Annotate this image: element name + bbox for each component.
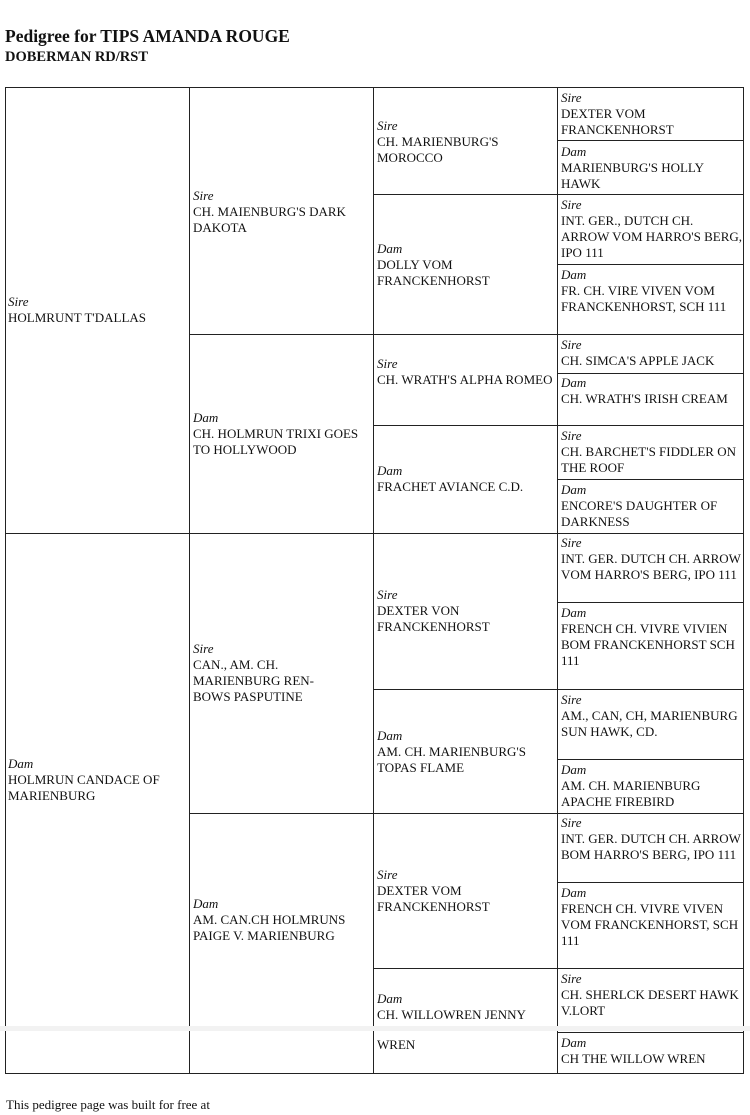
gen4-5: Sire CH. SIMCA'S APPLE JACK	[561, 337, 715, 368]
gen1-sire: Sire HOLMRUNT T'DALLAS	[8, 294, 147, 325]
footer-text: This pedigree page was built for free at	[6, 1097, 210, 1112]
gen3-4: Dam FRACHET AVIANCE C.D.	[377, 463, 524, 494]
gen4-8: Dam ENCORE'S DAUGHTER OF DARKNESS	[561, 482, 718, 529]
gen4-3: Sire INT. GER., DUTCH CH. ARROW VOM HARRO'S BERG, IPO 111	[561, 197, 742, 260]
gen4-11: Sire AM., CAN, CH, MARIENBURG SUN HAWK, CD.	[561, 692, 738, 739]
gen3-6: Dam AM. CH. MARIENBURG'S TOPAS FLAME	[377, 728, 526, 775]
gen4-16: Dam CH THE WILLOW WREN	[561, 1035, 706, 1066]
gen4-7: Sire CH. BARCHET'S FIDDLER ON THE ROOF	[561, 428, 736, 475]
gen4-10: Dam FRENCH CH. VIVRE VIVIEN BOM FRANCKENHORST SCH 111	[561, 605, 735, 668]
gen4-13: Sire INT. GER. DUTCH CH. ARROW BOM HARRO'S BERG, IPO 111	[561, 815, 741, 862]
gen3-1: Sire CH. MARIENBURG'S MOROCCO	[377, 118, 499, 165]
gen4-14: Dam FRENCH CH. VIVRE VIVEN VOM FRANCKENHORST, SCH 111	[561, 885, 739, 948]
gen4-9: Sire INT. GER. DUTCH CH. ARROW VOM HARRO'S BERG, IPO 111	[561, 535, 741, 582]
gen2-sire-maternal: Sire CAN., AM. CH. MARIENBURG REN-BOWS PASPUTINE	[193, 641, 314, 704]
gen2-sire-paternal: Sire CH. MAIENBURG'S DARK DAKOTA	[193, 188, 346, 235]
page-title: Pedigree for TIPS AMANDA ROUGE	[5, 26, 290, 46]
gen3-8-continued: WREN	[377, 1037, 416, 1052]
gen4-2: Dam MARIENBURG'S HOLLY HAWK	[561, 144, 704, 191]
gen1-dam: Dam HOLMRUN CANDACE OF MARIENBURG	[8, 756, 160, 803]
gen3-5: Sire DEXTER VON FRANCKENHORST	[377, 587, 490, 634]
gen4-1: Sire DEXTER VOM FRANCKENHORST	[561, 90, 674, 137]
gen3-7: Sire DEXTER VOM FRANCKENHORST	[377, 867, 490, 914]
gen3-3: Sire CH. WRATH'S ALPHA ROMEO	[377, 356, 553, 387]
breed-subtitle: DOBERMAN RD/RST	[5, 49, 148, 65]
gen3-8: Dam CH. WILLOWREN JENNY	[377, 991, 526, 1022]
gen2-dam-paternal: Dam CH. HOLMRUN TRIXI GOES TO HOLLYWOOD	[193, 410, 359, 457]
gen4-6: Dam CH. WRATH'S IRISH CREAM	[561, 375, 728, 406]
gen2-dam-maternal: Dam AM. CAN.CH HOLMRUNS PAIGE V. MARIENBURG	[193, 896, 346, 943]
gen4-15: Sire CH. SHERLCK DESERT HAWK V.LORT	[561, 971, 739, 1018]
footer-note	[6, 1097, 210, 1113]
gen3-2: Dam DOLLY VOM FRANCKENHORST	[377, 241, 490, 288]
gen4-4: Dam FR. CH. VIRE VIVEN VOM FRANCKENHORST, SCH 111	[561, 267, 727, 314]
gen4-12: Dam AM. CH. MARIENBURG APACHE FIREBIRD	[561, 762, 701, 809]
page-tear	[0, 1026, 750, 1031]
